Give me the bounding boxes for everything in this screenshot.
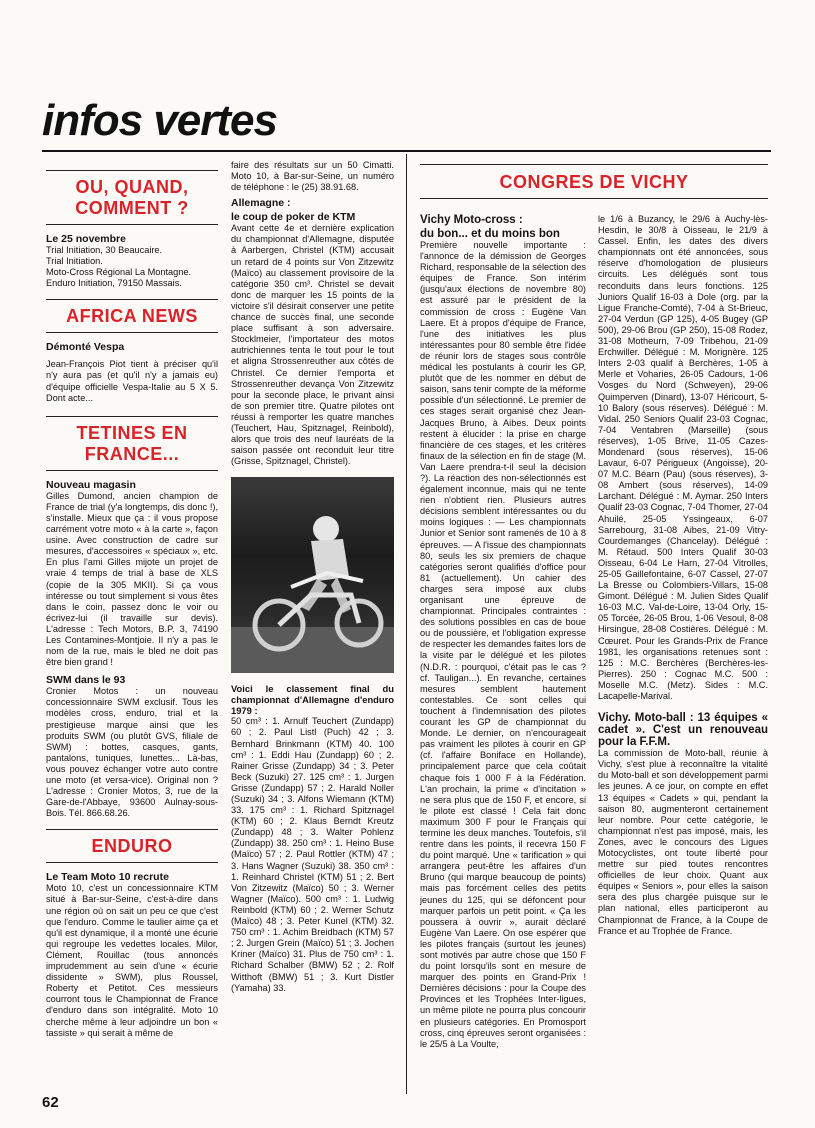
classement-text: 50 cm³ : 1. Arnulf Teuchert (Zundapp) 60 ; 2. Paul Listl (Puch) 42 ; 3. Bernhard Brinkmann (KTM) 40. 100 cm³ : 1. Eddi Hau (Zundapp) 60 ; 2. Rainer Grisse (Zundapp) 34 ; 3. Peter Beck (Suzuki) 27. 125 cm³ : 1. Jurgen Grisse (Zundapp) 57 ; 2. Harald Noller (Suzuki) 34 ; 3. Alfons Wiemann (KTM) 33. 175 cm³ : 1. Richard Spitznagel (KTM) 60 ; 2. Klaus Berndt Kreutz (Zundapp) 48 ; 3. Walter Pohlenz (Zundapp) 38. 250 cm³ : 1. Heino Buse (Maïco) 57 ; 2. Paul Rottler (KTM) 47 ; 3. Hans Wagner (Suzuki) 38. 350 cm³ : 1. Reinhard Christel (KTM) 51 ; 2. Bert Von Zitzewitz (Maïco) 50 ; 3. Werner Wagner (Maïco). 500 cm³ : 1. Ludwig Reinbold (KTM) 60 ; 2. Werner Schutz (Maïco) 48 ; 3. Peter Kunel (KTM) 32. 750 cm³ : 1. Achim Breidbach (KTM) 57 ; 2. Jurgen Grein (Maïco) 51 ; 3. Jochen Kriner (Maïco) 31. Plus de 750 cm³ : 1. Richard Schalber (BMW) 52 ; 2. Rolf Witthoft (BMW) 51 ; 3. Kurt Distler (Yamaha) 33. <box>231 716 394 993</box>
date-heading: Le 25 novembre <box>46 233 126 245</box>
vespa-heading: Démonté Vespa <box>46 341 125 354</box>
magasin-text: Gilles Dumond, ancien champion de France de trial (y'a longtemps, dis donc !), s'installe. Mieux que ça : il vous propose carrément votre moto « à la carte », façon usine. Avec construction de cadre sur mesures, d'accessoires « spéciaux », etc. En plus l'ami Gilles mijote un projet de vraie 4 temps de trial à base de XLS (copie de la 305 MKII). Si ça vous intéresse ou tout simplement si vous êtes dans le coin, passez donc le voir ou écrivez-lui (il travaille sur devis). L'adresse : Tech Motors, B.P. 3, 74190 Les Contamines-Montjoie. Il n'y a pas le nom de la rue, mais le bled ne doit pas être bien grand ! <box>46 490 218 668</box>
swm-text: Cronier Motos : un nouveau concessionnaire SWM exclusif. Tous les modèles cross, enduro, trial et la prestigieuse marque ainsi que les produits SWM (ou plutôt GVS, filiale de SWM) : bottes, casques, gants, pantalons, tuniques, lunettes... Là-bas, vous pouvez échanger votre auto contre une moto (et versa-vice). Original non ? L'adresse : Cronier Motos, 3, rue de la Gare-de-l'Abbaye, 93600 Aulnay-sous-Bois. Tél. 866.68.26. <box>46 686 218 819</box>
motocross-rider-image <box>231 477 394 673</box>
motoball-heading: Vichy. Moto-ball : 13 équipes « cadet ». C'est un renouveau pour la F.F.M. <box>598 712 768 749</box>
section-title-congres: CONGRES DE VICHY <box>420 164 768 199</box>
section-title-enduro: ENDURO <box>46 829 218 863</box>
motocross-heading-2: du bon... et du moins bon <box>420 228 560 240</box>
allemagne-heading-1: Allemagne : <box>231 197 291 210</box>
team-heading: Le Team Moto 10 recrute <box>46 871 169 884</box>
congres-text-col4: le 1/6 à Buzancy, le 29/6 à Auchy-lès-Hesdin, le 30/8 à Oisseau, le 21/9 à Cassel. Enfin, les dates des divers championnats ont été annoncées, sous réserve d'homologation de plusieurs circuits. Les délégués sont tous reconduits dans leurs fonctions. 125 Juniors Qualif 16-03 à Dole (org. par la Ligue Franche-Comté), 7-04 à St-Brieuc, 27-04 Verdun (GP 125), 4-05 Bugey (GP 500), 29-06 Brou (GP 250), 15-08 Rodez, 31-08 Motheurn, 7-09 Tribehou, 21-09 Erchwiller. Délégué : M. Morignère. 125 Inters 2-03 qualif à Berchères, 1-05 à Merle et Voharies, 26-05 Cadours, 1-06 Vosges du Nord (Schweyen), 29-06 Quimperven (Dinard), 13-07 Héricourt, 5-10 Balory (sous réserves). Délégué : M. Vidal. 250 Seniors Qualif 23-03 Cognac, 7-04 Ventabren (Marseille) (sous réserves), 1-05 Brive, 11-05 Cazes-Mondenard (sous réserves), 15-06 Lavaur, 6-07 Périgueux (Angoisse), 20-07 M.C. Béarn (Pau) (sous réserves), 3-08 Ambert (sous réserves), 14-09 Larchant. Délégué : M. Aymar. 250 Inters Qualif 23-03 Cognac, 7-04 Thomer, 27-04 Ahuilé, 25-05 Yssingeaux, 6-07 Sarrebourg, 31-08 Aibes, 21-09 Vitry-Courdemanges (Chancelay). Délégué : M. Rétaud. 500 Inters Qualif 30-03 Oisseau, 6-04 Le Harn, 27-04 Vitrolles, 25-05 Gaillefontaine, 6-07 Cassel, 27-07 La Bresse ou Colombiers-Villars, 15-08 Gimont. Délégué : M. Julien Sides Qualif 16-03 M.C. Val-de-Loire, 13-04 Orly, 15-05 Torcée, 26-05 Brou, 1-06 Vesoul, 8-08 Hirsingue, 28-08 Costières. Délégué : M. Cœuret. Pour les Grands-Prix de France 1981, les organisations retenues sont : 125 : M.C. Berchères (Berchères-les-Pierres). 250 : Cognac M.C. 500 : Moselle M.C. (Metz). Sides : M.C. Lacapelle-Marival. <box>598 214 768 702</box>
motocross-photo <box>231 477 394 673</box>
column-2 <box>231 160 394 994</box>
event-3: Moto-Cross Régional La Montagne. <box>46 267 192 278</box>
moto10-continued: faire des résultats sur un 50 Cimatti. Moto 10, à Bar-sur-Seine, un numéro de téléphone : le (25) 38.91.68. <box>231 160 394 193</box>
allemagne-heading-2: le coup de poker de KTM <box>231 211 356 224</box>
section-title-africa: AFRICA NEWS <box>46 299 218 333</box>
event-1: Trial Initiation, 30 Beaucaire. <box>46 245 163 255</box>
team-text: Moto 10, c'est un concessionnaire KTM situé à Bar-sur-Seine, c'est-à-dire dans une région où on sait un peu ce que c'est que l'enduro. Comme le taulier aime ça et qu'il est dynamique, il a monté une écurie qui regroupe les vedettes locales. Milor, Clément, Rouillac (tous annoncés imprudemment au sein d'une « écurie dissidente » SWM), plus Roussel, Roberty et Petitot. Ces messieurs courront tous le Championnat de France d'enduro dans son intégralité. Moto 10 cherche même à leur adjoindre un bon « tassiste » qui serait à même de <box>46 883 218 1038</box>
column-3 <box>420 212 586 1050</box>
column-1 <box>46 160 218 1039</box>
masthead: infos vertes <box>42 96 277 145</box>
congres-text-col3: Première nouvelle importante : l'annonce de la démission de Georges Richard, responsable de la sélection des équipes de France. Son intérim (jusqu'aux élections de novembre 80) est assuré par le président de la commission de cross : Eugène Van Laere. Et à propos d'équipe de France, l'une des initiatives les plus intéressantes pour 80 semble être l'idée de réunir lors de stages sous contrôle médical les postulants à courir les GP, plutôt que de les nommer en début de saison, sans tenir compte de la méforme possible d'un sélectionné. Le premier de ces stages serait organisé chez Jean-Jacques Bruno, à Aibes. Deux points restent à élucider : la prise en charge financière de ces stages, et les critères finaux de la sélection en fin de stage (M. Van Laere prendra-t-il seul la décision ?). La réaction des non-sélectionnés est également inconnue, mais qui ne tente rien n'obtient rien. Plusieurs autres décisions semblent intéressantes ou du moins logiques : — Les championnats Junior et Senior sont ramenés de 10 à 8 épreuves. — A l'issue des championnats 80, seuls les six premiers de chaque catégories seront qualifiés d'office pour 81 (actuellement). Un cahier des charges sera imposé aux clubs organisant une épreuve de championnat. Principales contraintes : des solutions possibles en cas de boue ou de poussière, et l'obligation expresse de respecter les demandes faites lors de la visite par le délégué et les pilotes (N.D.R. : pourquoi, c'était pas le cas ? cf. Tauligan...). En revanche, certaines mesures semblent hautement contestables. Ce sont celles qui touchent à l'indemnisation des pilotes courant les GP de championnat du Monde. Le dernier, on n'encourageait pas vraiment les pilotes à courir en GP (cf. l'affaire Boniface en Hollande), principalement parce que cela coûtait chaque fois 1 000 F à la Fédération. L'an prochain, la prime « d'incitation » ne sera plus que de 150 F, et encore, si le pilote est classé ! Cela fait donc maximum 300 F pour le Français qui termine les deux manches. Toutefois, s'il rentre dans les points, il recevra 150 F du point marqué. Une « tarification » qui arrangera peut-être les affaires d'un Bruno (qui marque beaucoup de points) mais pas forcément celles des petits jeunes du 125, qui se défoncent pour marquer parfois un petit point. « Ça les poussera à ouvrir », aurait déclaré Eugène Van Laere. On ose espérer que les pilotes français (surtout les jeunes) sont motivés par autre chose que 150 F du point lorsqu'ils sont en mesure de marquer des points en Grand-Prix ! Dernières décisions : pour la Coupe des Provinces et les Trophées Inter-ligues, un même pilote ne pourra plus concourir en plusieurs catégories. En Promosport cross, cinq épreuves seront organisées : le 25/5 à La Voulte, <box>420 240 586 1049</box>
column-divider <box>406 154 407 1094</box>
page-number: 62 <box>42 1094 59 1111</box>
magasin-heading: Nouveau magasin <box>46 478 136 491</box>
section-title-tetines: TETINES EN FRANCE... <box>46 416 218 471</box>
swm-heading: SWM dans le 93 <box>46 674 126 687</box>
classement-heading: Voici le classement final du championnat d'Allemagne d'enduro 1979 : <box>231 683 394 717</box>
section-title-ou-quand: OU, QUAND, COMMENT ? <box>46 170 218 225</box>
motocross-heading-1: Vichy Moto-cross : <box>420 214 523 226</box>
vespa-text: Jean-François Piot tient à préciser qu'il n'y aura pas (et qu'il n'y a jamais eu) d'équipe officielle Vespa-Italie au 5 X 5. Dont acte... <box>46 359 218 403</box>
event-4: Enduro Initiation, 79150 Massais. <box>46 278 182 289</box>
column-4 <box>598 214 768 937</box>
allemagne-text: Avant cette 4e et dernière explication du championnat d'Allemagne, disputée à Aarbergen, Christel (KTM) accusait un retard de 4 points sur Von Zitzewitz (Maïco) au classement provisoire de la catégorie 350 cm³. Christel se devait donc de marquer les 15 points de la victoire s'il désirait conserver une petite chance de succès final, une seconde place suffisant à son adversaire. Stocklmeier, l'importateur des motos autrichiennes tenta le tout pour le tout et aligna Strossenreuther aux côtés de Christel. Ce dernier l'emporta et Strossenreuther devança Von Zitzewitz pour la seconde place, le privant ainsi de son premier titre. Quatre pilotes ont réussi à remporter les quatre manches (Teuchert, Hau, Spitznagel, Reinbold), alors que trois des neuf lauréats de la saison passée ont reconduit leur titre (Grisse, Spitznagel, Christel). <box>231 223 394 467</box>
event-2: Trial Initiation. <box>46 256 103 267</box>
masthead-rule <box>42 150 771 152</box>
motoball-text: La commission de Moto-ball, réunie à Vichy, s'est plue à reconnaître la vitalité du Moto-ball et son développement parmi les jeunes. A ce jour, on compte en effet 13 équipes « Cadets » qui, pendant la saison 80, augmenteront certainement leur nombre. Pour cette catégorie, le championnat n'est pas imposé, mais, les Zones, avec le concours des Ligues Motocyclistes, ont toute liberté pour mettre sur pied toutes rencontres officielles de leur choix. Quant aux équipes « Seniors », pour elles la saison sera des plus chargée puisque sur le plan national, elles participeront au Championnat de France, à la Coupe de France et au Trophée de France. <box>598 748 768 936</box>
